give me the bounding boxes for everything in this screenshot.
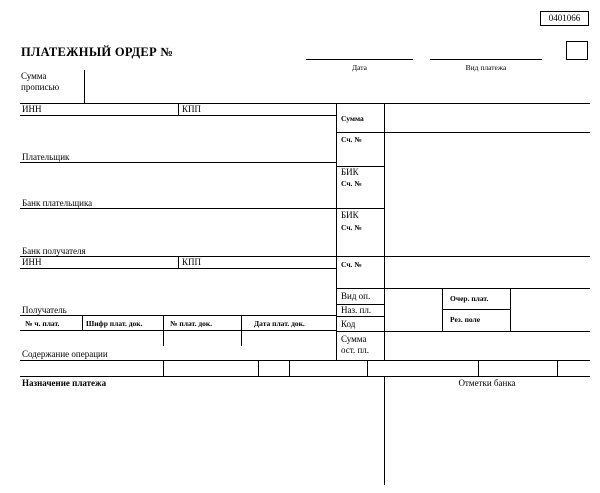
partial-col-div-1 bbox=[82, 315, 83, 330]
code-label: Код bbox=[341, 319, 356, 329]
purpose-code-label: Наз. пл. bbox=[341, 305, 372, 315]
account-label-4: Сч. № bbox=[341, 260, 362, 269]
service-cell-5 bbox=[478, 360, 479, 376]
account-label-2: Сч. № bbox=[341, 179, 362, 188]
operation-content-label: Содержание операции bbox=[22, 349, 108, 359]
reserve-label: Рез. поле bbox=[450, 315, 481, 324]
service-cell-4 bbox=[367, 360, 368, 376]
col-partial-no: № ч. плат. bbox=[25, 319, 60, 328]
payee-inn-kpp-divider bbox=[178, 256, 179, 268]
account-label-1: Сч. № bbox=[341, 135, 362, 144]
rule-r-1 bbox=[336, 132, 590, 133]
queue-col-right bbox=[510, 288, 511, 331]
payee-inn-label: ИНН bbox=[22, 257, 42, 267]
sum-label: Сумма bbox=[341, 114, 364, 123]
account-label-3: Сч. № bbox=[341, 223, 362, 232]
rule-r-4 bbox=[336, 256, 590, 257]
queue-label: Очер. плат. bbox=[450, 294, 489, 303]
rule-r-5 bbox=[336, 288, 590, 289]
payer-label: Плательщик bbox=[22, 152, 70, 162]
rule-partial-headers-bottom bbox=[20, 330, 336, 331]
bottom-divider bbox=[384, 376, 385, 485]
remaining-label: Сумма bbox=[341, 334, 367, 344]
amount-words-label-2: прописью bbox=[21, 82, 60, 92]
rule-r-3 bbox=[336, 208, 384, 209]
rule-r-8 bbox=[336, 331, 590, 332]
rule-inn-bottom bbox=[20, 115, 336, 116]
inn-kpp-divider bbox=[178, 103, 179, 115]
bank-marks-label: Отметки банка bbox=[458, 378, 516, 388]
form-code: 0401066 bbox=[548, 13, 581, 23]
payer-bank-label: Банк плательщика bbox=[22, 198, 93, 208]
amount-words-label: Сумма bbox=[21, 71, 47, 81]
payment-type-label: Вид платежа bbox=[465, 63, 507, 72]
payer-inn-label: ИНН bbox=[22, 104, 42, 114]
payer-kpp-label: КПП bbox=[182, 104, 202, 114]
page-title: ПЛАТЕЖНЫЙ ОРДЕР № bbox=[21, 45, 174, 59]
op-type-label: Вид оп. bbox=[341, 291, 371, 301]
right-label-divider bbox=[384, 103, 385, 360]
date-line bbox=[306, 59, 413, 60]
col-doc-code: Шифр плат. док. bbox=[86, 319, 143, 328]
amount-words-divider bbox=[84, 70, 85, 103]
remaining-label-2: ост. пл. bbox=[341, 345, 370, 355]
partial-col-div-3 bbox=[241, 315, 242, 346]
rule-amount-bottom bbox=[20, 103, 590, 104]
payment-type-line bbox=[430, 59, 542, 60]
service-cell-3 bbox=[289, 360, 290, 376]
main-divider bbox=[336, 103, 337, 360]
rule-payee-bottom bbox=[20, 315, 336, 316]
partial-col-div-2 bbox=[163, 315, 164, 346]
col-doc-no: № плат. док. bbox=[170, 319, 213, 328]
rule-service-row-bottom bbox=[20, 376, 590, 377]
col-doc-date: Дата плат. док. bbox=[254, 319, 305, 328]
rule-r-7 bbox=[336, 316, 384, 317]
bik-label-1: БИК bbox=[341, 167, 359, 177]
queue-split bbox=[442, 309, 510, 310]
payee-bank-label: Банк получателя bbox=[22, 246, 86, 256]
payee-kpp-label: КПП bbox=[182, 257, 202, 267]
payee-label: Получатель bbox=[22, 305, 67, 315]
bik-label-2: БИК bbox=[341, 210, 359, 220]
date-label: Дата bbox=[352, 63, 367, 72]
payment-type-code-box[interactable] bbox=[566, 41, 588, 60]
service-cell-2 bbox=[258, 360, 259, 376]
service-cell-6 bbox=[557, 360, 558, 376]
rule-operation-bottom bbox=[20, 360, 590, 361]
rule-payee-inn-bottom bbox=[20, 268, 336, 269]
service-cell-1 bbox=[163, 360, 164, 376]
purpose-label: Назначение платежа bbox=[22, 378, 107, 388]
